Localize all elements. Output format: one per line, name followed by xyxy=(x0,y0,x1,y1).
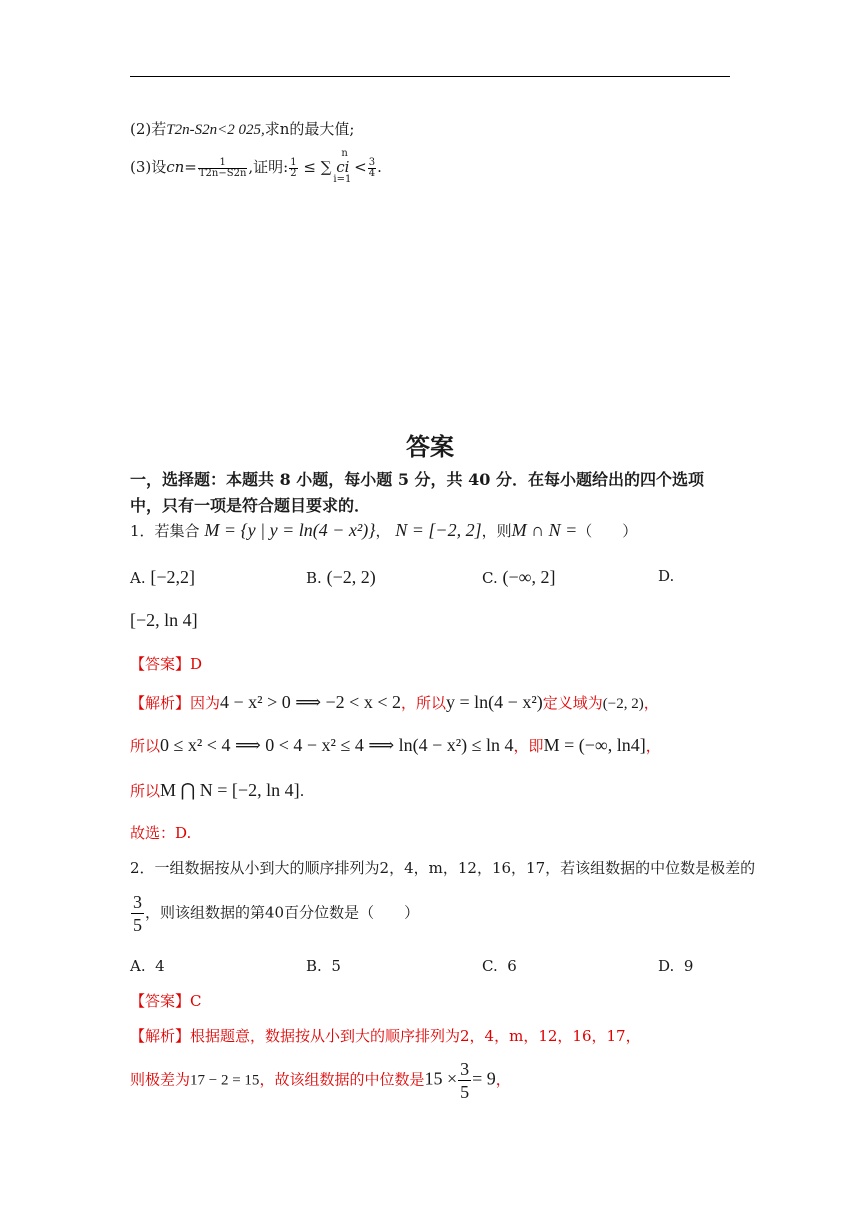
section-heading-line1: 一，选择题：本题共 8 小题，每小题 5 分，共 40 分．在每小题给出的四个选项 xyxy=(130,470,704,489)
p2-a2-fraction xyxy=(458,1060,471,1101)
p1-answer xyxy=(130,653,202,674)
p2-frac-num: 3 xyxy=(133,892,142,912)
q3-cn: cn= xyxy=(166,158,197,176)
p2-a2-expr: 17 − 2 = 15 xyxy=(190,1072,260,1089)
p1-a1-pre: 因为 xyxy=(190,694,221,712)
p2-stem-line2-text: ，则该组数据的第40百分位数是（ ） xyxy=(145,903,420,922)
p2-analysis-tag: 【解析】 xyxy=(130,1027,191,1045)
answer-heading: 答案 xyxy=(406,432,454,461)
q3-sum xyxy=(303,148,367,185)
p1-a2-mid: ，即 xyxy=(513,737,544,755)
subquestion-3: (3)设cn= $\frac{1}{T2n-S2n}$ ,证明: $\frac{1}{2}$ n i=1 ≤ ∑ ci < $\frac{3}{4}$ . xyxy=(130,148,382,185)
p2-option-d-value: 9 xyxy=(683,957,694,975)
p2-a2-pre: 则极差为 xyxy=(130,1070,191,1089)
p2-option-a xyxy=(130,957,165,975)
p1-answer-value: D xyxy=(190,655,203,673)
p1-option-a-value: [−2,2] xyxy=(150,567,196,587)
p1-stem-b: ， xyxy=(375,522,391,540)
subquestion-2 xyxy=(130,118,354,139)
p1-option-b-label: B. xyxy=(306,569,322,587)
p2-answer-value: C xyxy=(190,992,202,1010)
q3-frac-den: T2n−S2n xyxy=(198,167,247,179)
p2-a2-frac-den: 5 xyxy=(460,1082,470,1102)
p1-ask: M ∩ N = xyxy=(511,520,578,540)
section-heading-line2: 中，只有一项是符合题目要求的． xyxy=(130,496,371,515)
p2-a2-tail: = 9 xyxy=(472,1068,496,1089)
p2-stem-line2 xyxy=(130,893,419,934)
p1-a1-end: ， xyxy=(643,694,659,712)
p2-option-c-label: C. xyxy=(482,957,498,975)
p1-answer-tag: 【答案】 xyxy=(130,655,191,673)
p2-a2-frac-num: 3 xyxy=(460,1059,470,1079)
p1-a1-mid: ，所以 xyxy=(401,694,447,712)
p1-option-b xyxy=(306,567,376,588)
p1-a2-expr2: M = (−∞, ln4] xyxy=(543,735,646,755)
p2-analysis-line1 xyxy=(130,1025,641,1046)
p2-fraction xyxy=(131,893,144,934)
p1-analysis-line2 xyxy=(130,735,661,756)
q3-three-quarters xyxy=(368,158,376,179)
p1-option-d-value: [−2, ln 4] xyxy=(130,610,198,630)
p2-option-a-label: A. xyxy=(130,957,146,975)
p2-option-b-value: 5 xyxy=(331,957,341,975)
q2-expression: T2n-S2n<2 025, xyxy=(166,122,265,138)
p1-set-n: N = [−2, 2] xyxy=(395,520,482,540)
p2-a2-expr2: 15 × xyxy=(424,1068,458,1089)
p1-option-b-value: (−2, 2) xyxy=(326,567,376,587)
p2-a2-end: ， xyxy=(495,1070,511,1089)
p1-a1-expr: 4 − x² > 0 ⟹ −2 < x < 2 xyxy=(220,692,401,712)
p2-a1: 根据题意，数据按从小到大的顺序排列为2，4，m，12，16，17， xyxy=(190,1027,641,1045)
p1-a2-end: ， xyxy=(645,737,661,755)
header-rule xyxy=(130,76,730,77)
p2-answer xyxy=(130,990,202,1011)
q2-suffix: 求n的最大值; xyxy=(264,120,355,138)
p1-a1-mid2: 定义域为 xyxy=(542,694,603,712)
q3-sum-expr: ≤ ∑ ci < xyxy=(303,158,367,176)
p1-option-d-label: D. xyxy=(658,567,675,585)
p1-analysis-line1 xyxy=(130,692,659,713)
problem-1-stem xyxy=(130,520,637,541)
q3-sum-top: n xyxy=(341,148,348,159)
p1-option-c-label: C. xyxy=(482,569,498,587)
p1-a1-domain: (−2, 2) xyxy=(602,696,644,712)
p2-option-d xyxy=(658,957,693,975)
p2-option-c xyxy=(482,957,517,975)
p2-frac-den: 5 xyxy=(133,915,142,935)
p2-analysis-line2 xyxy=(130,1060,511,1101)
p1-a3-pre: 所以 xyxy=(130,782,161,800)
p2-option-b-label: B. xyxy=(306,957,322,975)
p2-a2-mid: ，故该组数据的中位数是 xyxy=(259,1070,425,1089)
p1-a2-pre: 所以 xyxy=(130,737,161,755)
q3-half-den: 2 xyxy=(290,167,297,179)
p1-a3-expr: M ⋂ N = [−2, ln 4] xyxy=(160,780,300,800)
p1-set-m: M = {y | y = ln(4 − x²)} xyxy=(204,520,376,540)
p1-analysis-tag: 【解析】 xyxy=(130,694,191,712)
p1-a1-expr2: y = ln(4 − x²) xyxy=(446,692,543,712)
q3-prefix: (3)设 xyxy=(130,158,167,176)
p1-paren: （ ） xyxy=(577,522,638,540)
p1-final: 故选：D. xyxy=(130,824,192,842)
q3-mid: ,证明: xyxy=(248,158,289,176)
q3-half xyxy=(289,158,297,179)
p1-option-c-value: (−∞, 2] xyxy=(502,567,556,587)
p1-option-c xyxy=(482,567,555,588)
p2-option-a-value: 4 xyxy=(155,957,165,975)
p2-option-b xyxy=(306,957,341,975)
p2-answer-tag: 【答案】 xyxy=(130,992,191,1010)
q3-half-num: 1 xyxy=(290,156,297,168)
q3-frac-num: 1 xyxy=(198,158,248,169)
p2-stem-line1: 2．一组数据按从小到大的顺序排列为2，4，m，12，16，17，若该组数据的中位数是极差的 xyxy=(130,859,756,877)
q3-fraction xyxy=(198,158,248,179)
q2-prefix: (2)若 xyxy=(130,120,167,138)
p1-stem-c: ，则 xyxy=(481,522,512,540)
p1-option-a xyxy=(130,567,195,588)
q3-sum-bottom: i=1 xyxy=(333,174,352,185)
p1-analysis-line3 xyxy=(130,780,304,801)
p2-option-d-label: D. xyxy=(658,957,675,975)
p1-option-a-label: A. xyxy=(130,569,146,587)
p1-a2-expr: 0 ≤ x² < 4 ⟹ 0 < 4 − x² ≤ 4 ⟹ ln(4 − x²) ≤ ln 4 xyxy=(160,735,514,755)
q3-end-den: 4 xyxy=(368,167,376,179)
p2-option-c-value: 6 xyxy=(507,957,517,975)
q3-end-num: 3 xyxy=(368,156,376,168)
p1-a3-end: . xyxy=(299,782,305,800)
p1-stem-a: 1．若集合 xyxy=(130,522,200,540)
